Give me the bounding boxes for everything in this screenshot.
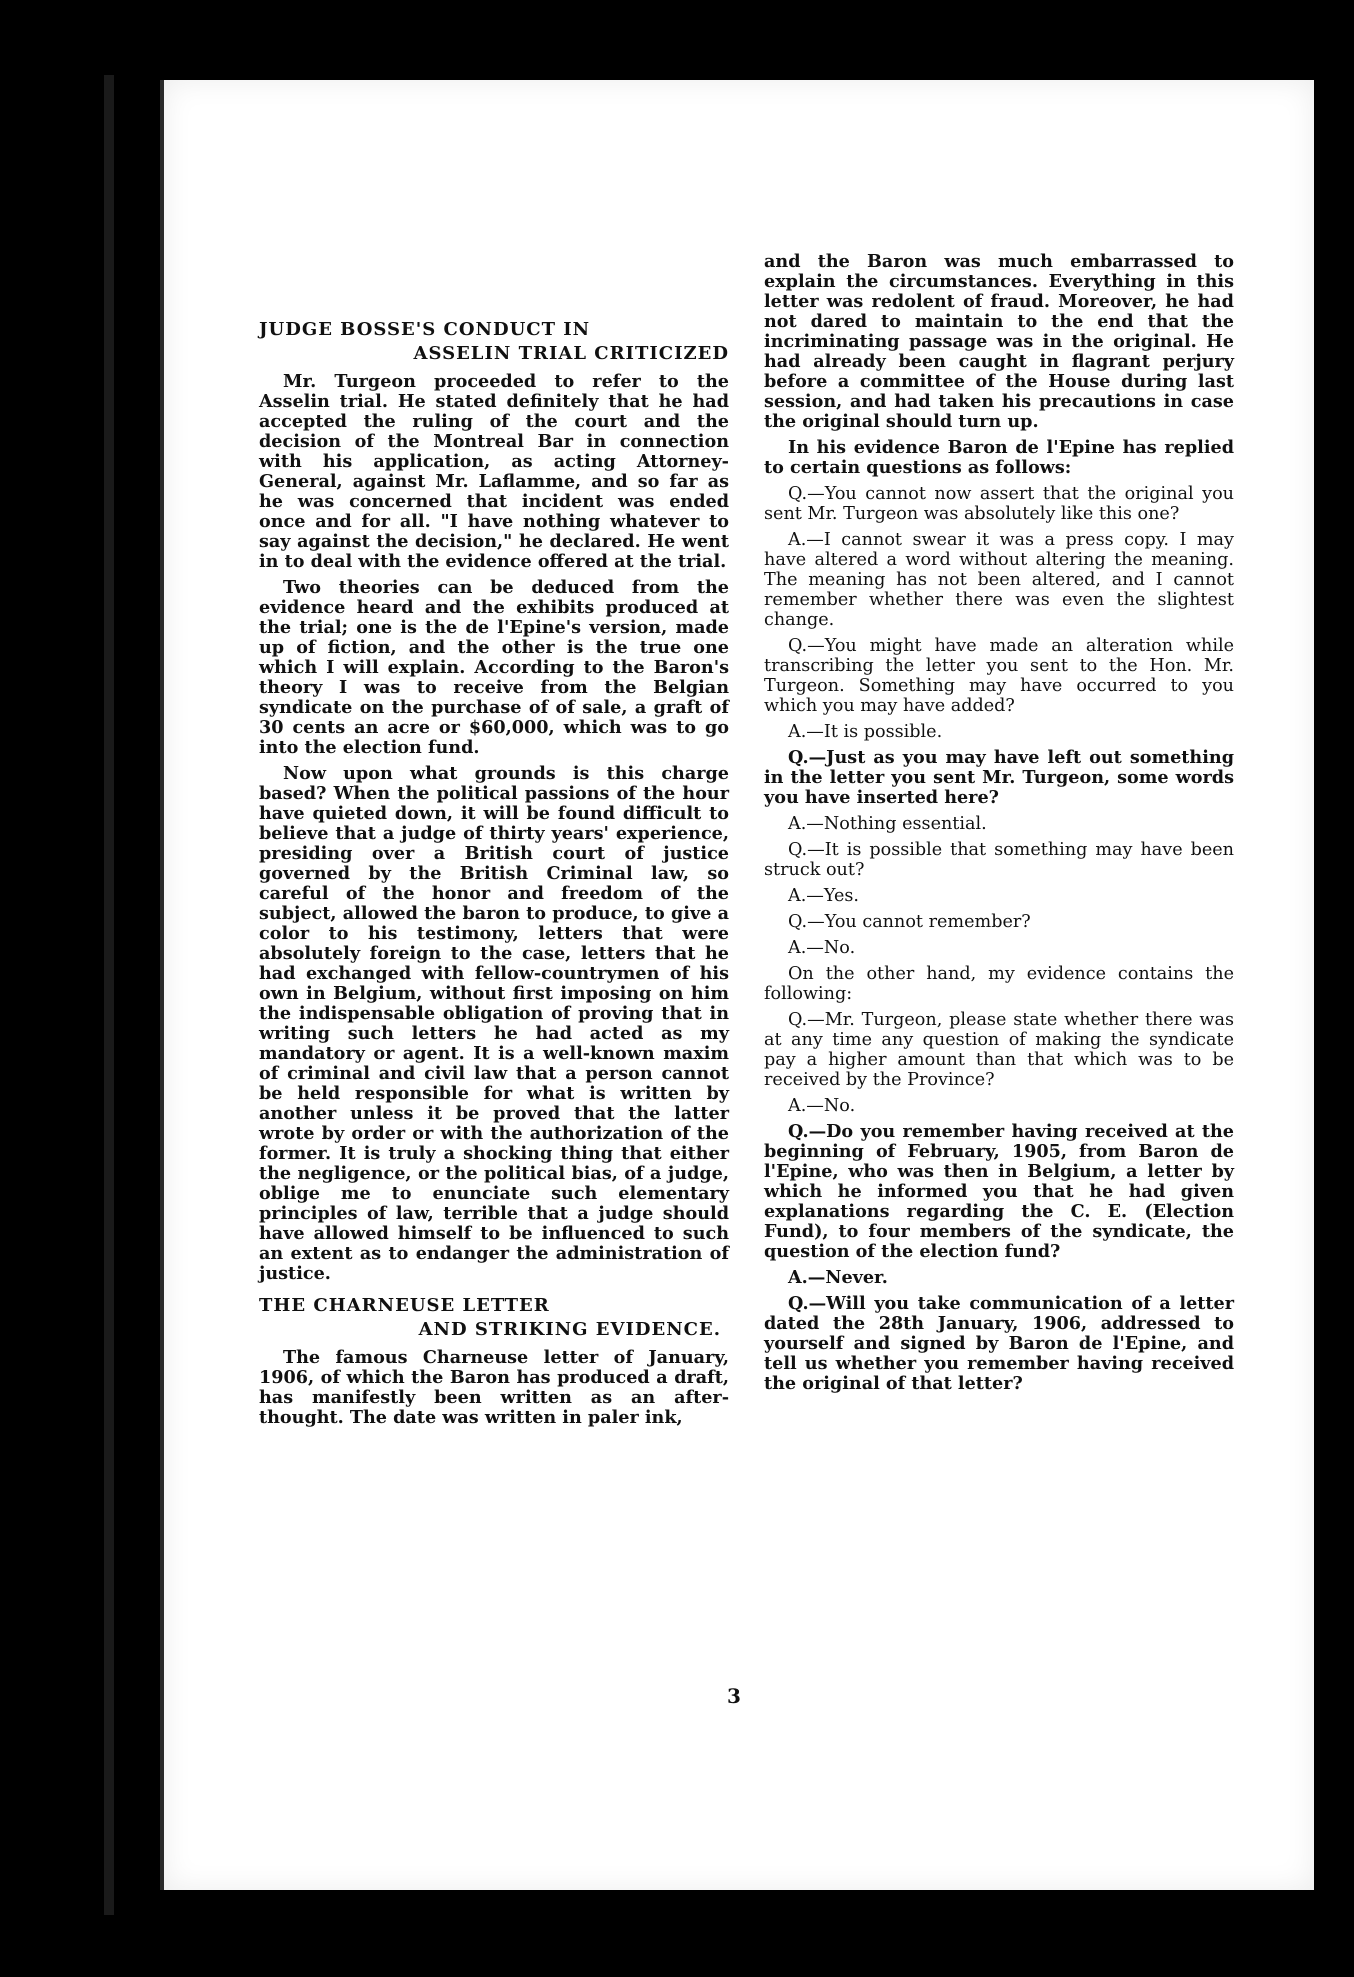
binder-edge xyxy=(104,75,114,1915)
answer: A.—Never. xyxy=(788,1267,888,1288)
section-heading-line2: AND STRIKING EVIDENCE. xyxy=(418,1319,721,1340)
page-number: 3 xyxy=(727,1684,741,1708)
answer: A.—Yes. xyxy=(788,886,860,906)
paragraph: Mr. Turgeon proceeded to refer to the Asselin trial. He stated definitely that he had accepted the ruling of the court and the decision of the Montreal Bar in connection with his application, as acting Attorney-General, against Mr. Laflamme, and so far as he was concerned that incident was ended once and for all. "I have nothing whatever to say against the decision," he declared. He went in to deal with the evidence offered at the trial. xyxy=(259,371,729,572)
answer: A.—I cannot swear it was a press copy. I may have altered a word without altering the meaning. The meaning has not been altered, and I cannot remember whether there was even the slightest change. xyxy=(764,530,1234,630)
question: Q.—You cannot now assert that the original you sent Mr. Turgeon was absolutely like this one? xyxy=(764,484,1234,524)
paragraph: Two theories can be deduced from the evidence heard and the exhibits produced at the trial; one is the de l'Epine's version, made up of fiction, and the other is the true one which I will explain. According to the Baron's theory I was to receive from the Belgian syndicate on the purchase of of sale, a graft of 30 cents an acre or $60,000, which was to go into the election fund. xyxy=(259,577,729,758)
answer: A.—No. xyxy=(788,1096,856,1116)
answer: A.—Nothing essential. xyxy=(788,814,987,834)
document-page xyxy=(160,80,1314,1890)
paragraph: The famous Charneuse letter of January, 1906, of which the Baron has produced a draft, has manifestly been written as an after-thought. The date was written in paler ink, xyxy=(259,1347,729,1428)
question: Q.—Just as you may have left out something in the letter you sent Mr. Turgeon, some words you have inserted here? xyxy=(764,747,1234,808)
section-heading-line1: JUDGE BOSSE'S CONDUCT IN xyxy=(259,319,591,340)
paragraph: Now upon what grounds is this charge based? When the political passions of the hour have quieted down, it will be found difficult to believe that a judge of thirty years' experience, presiding over a British court of justice governed by the British Criminal law, so careful of the honor and freedom of the subject, allowed the baron to produce, to give a color to his testimony, letters that were absolutely foreign to the case, letters that he had exchanged with fellow-countrymen of his own in Belgium, without first imposing on him the indispensable obligation of proving that in writing such letters he had acted as my mandatory or agent. It is a well-known maxim of criminal and civil law that a person cannot be held responsible for what is written by another unless it be proved that the latter wrote by order or with the authorization of the former. It is truly a shocking thing that either the negligence, or the political bias, of a judge, oblige me to enunciate such elementary principles of law, terrible that a judge should have allowed himself to be influenced to such an extent as to endanger the administration of justice. xyxy=(259,763,729,1284)
question: Q.—You might have made an alteration while transcribing the letter you sent to the Hon. Mr. Turgeon. Something may have occurred to you which you may have added? xyxy=(764,636,1234,716)
question: Q.—It is possible that something may have been struck out? xyxy=(764,840,1234,880)
paragraph: On the other hand, my evidence contains the following: xyxy=(764,964,1234,1004)
answer: A.—It is possible. xyxy=(788,722,943,742)
left-column xyxy=(259,230,729,1434)
paragraph: In his evidence Baron de l'Epine has replied to certain questions as follows: xyxy=(764,437,1234,478)
section-heading-line2: ASSELIN TRIAL CRITICIZED xyxy=(413,343,729,364)
right-column xyxy=(764,252,1234,1400)
question: Q.—Do you remember having received at the beginning of February, 1905, from Baron de l'Epine, who was then in Belgium, a letter by which he informed you that he had given explanations regarding the C. E. (Election Fund), to four members of the syndicate, the question of the election fund? xyxy=(764,1121,1234,1262)
paragraph: and the Baron was much embarrassed to explain the circumstances. Everything in this letter was redolent of fraud. Moreover, he had not dared to maintain to the end that the incriminating passage was in the original. He had already been caught in flagrant perjury before a committee of the House during last session, and had taken his precautions in case the original should turn up. xyxy=(764,251,1234,432)
question: Q.—Will you take communication of a letter dated the 28th January, 1906, addressed to yourself and signed by Baron de l'Epine, and tell us whether you remember having received the original of that letter? xyxy=(764,1293,1234,1394)
question: Q.—Mr. Turgeon, please state whether there was at any time any question of making the syndicate pay a higher amount than that which was to be received by the Province? xyxy=(764,1010,1234,1090)
answer: A.—No. xyxy=(788,938,856,958)
question: Q.—You cannot remember? xyxy=(788,912,1031,932)
section-heading-line1: THE CHARNEUSE LETTER xyxy=(259,1295,550,1316)
